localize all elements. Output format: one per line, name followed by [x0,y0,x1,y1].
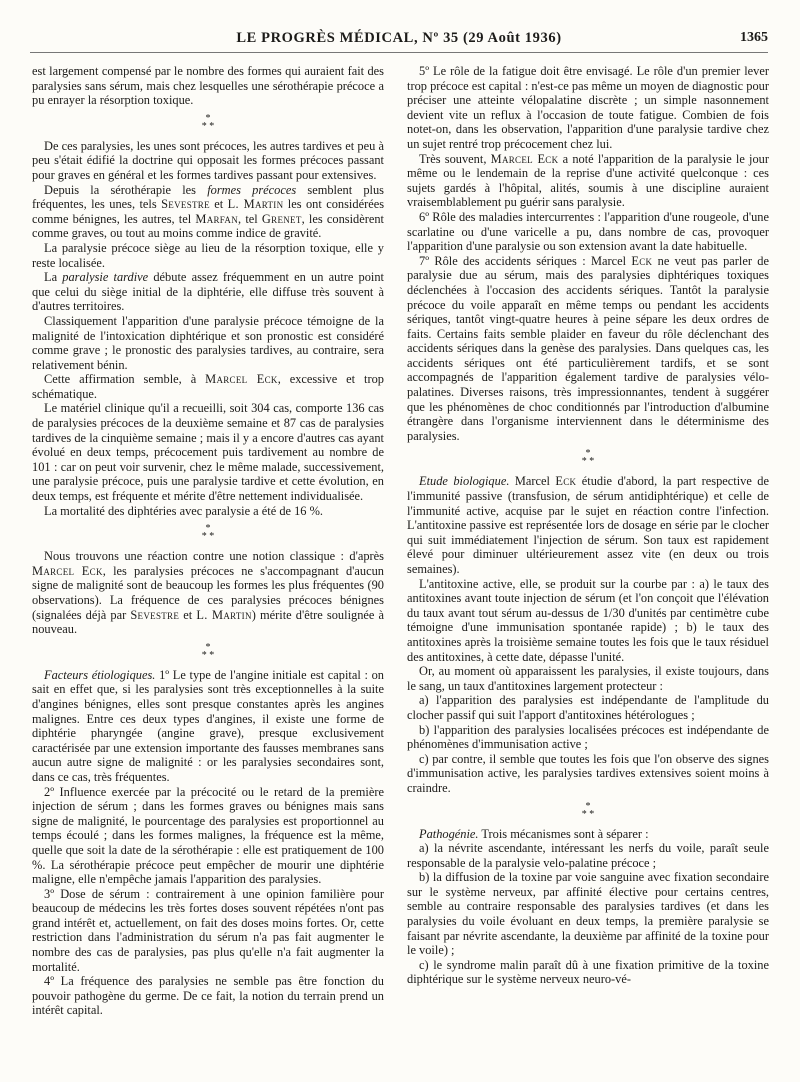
paragraph: Facteurs étiologiques. 1º Le type de l'angine initiale est capital : on sait en effet que, si les paralysies sont très exceptionnelles à la suite d'angines bénignes, elles sont presque constantes après les angines malignes. Entre ces deux types d'angines, il existe une forme de diphtérie pharyngée (angine grave), presque exclusivement caractérisée par une extension importante des fausses membranes sans aucun autre signe de malignité : or les paralysies secondaires sont, dans ce cas, très fréquentes. [32,667,384,784]
right-column [407,64,769,1074]
paragraph: La mortalité des diphtéries avec paralysie a été de 16 %. [44,503,324,518]
author-name: L. Martin [196,607,252,622]
section-heading: Facteurs étiologiques. [44,667,156,682]
page-number: 1365 [740,30,768,45]
author-name: Marfan [195,211,239,226]
section-separator: * * * [201,523,215,543]
paragraph: est largement compensé par le nombre des formes qui auraient fait des paralysies sans sérum, mais chez lesquelles une sérothérapie précoce a pu enrayer la résorption toxique. [32,64,384,108]
author-name: Marcel Eck [490,151,559,166]
paragraph: Pathogénie. Trois mécanismes sont à séparer : [419,826,649,841]
section-separator: * * * [201,112,215,132]
left-column [32,64,384,1074]
running-header [30,26,768,53]
paragraph: Or, au moment où apparaissent les paralysies, il existe toujours, dans le sang, un taux d'antitoxines largement protecteur : [407,664,769,693]
section-separator: * * * [581,448,595,468]
paragraph: 4º La fréquence des paralysies ne semble pas être fonction du pouvoir pathogène du germe. De ce fait, la notion du terrain prend un intérêt capital. [32,974,384,1018]
author-name: L. Martin [227,197,284,212]
section-separator: * * * [201,641,215,661]
section-heading: Pathogénie. [419,826,479,841]
author-name: Grenet [261,211,302,226]
paragraph: a) l'apparition des paralysies est indépendante de l'amplitude du clocher passif qui suit l'apport d'antitoxines hétérologues ; [407,693,769,722]
paragraph: Nous trouvons une réaction contre une notion classique : d'après Marcel Eck, les paralysies précoces ne s'accompagnant d'aucun signe de malignité sont de beaucoup les formes les plus fréquentes (90 observations). La fréquence de ces paralysies précoces bénignes (signalées déjà par Sevestre et L. Martin) mérite d'être soulignée à nouveau. [32,549,384,637]
paragraph: 6º Rôle des maladies intercurrentes : l'apparition d'une rougeole, d'une scarlatine ou d'une varicelle a pu, dans nombre de cas, provoquer l'apparition d'une paralysie ou son extension avant la date habituelle. [407,209,769,254]
author-name: Eck [555,474,577,489]
paragraph: Cette affirmation semble, à Marcel Eck, excessive et trop schématique. [32,372,384,401]
section-separator: * * * [581,800,595,820]
paragraph: 7º Rôle des accidents sériques : Marcel Eck ne veut pas parler de paralysie due au sérum, mais des paralysies diphtériques toxiques déclenchées à l'occasion des accidents sériques. Tantôt la paralysie précoce du voile apparaît en même temps ou pendant les accidents sériques, tantôt vingt-quatre heures à peine sépare les deux ordres de faits. Certains faits semble plaider en faveur du rôle déclenchant des accidents sériques dans la genèse des paralysies. Dans quelques cas, les accidents sériques ont été particulièrement tardifs, et se sont accompagnés de l'apparition également tardive de paralysies vélo-palatines. Diverses raisons, très impressionnantes, tendent à suggérer que les phénomènes de choc conditionnés par l'introduction d'albumine étrangère dans l'organisme interviennent dans le déterminisme des paralysies. [407,253,769,443]
paragraph: Très souvent, Marcel Eck a noté l'apparition de la paralysie le jour même ou le lendemain de la reprise d'une activité quelconque : ces sujets gardés à l'hôpital, alités, soumis à une discipline auraient vraisemblablement pu guérir sans paralysie. [407,151,769,210]
paragraph: La paralysie précoce siège au lieu de la résorption toxique, elle y reste localisée. [32,240,384,270]
author-name: Marcel Eck [32,563,103,578]
paragraph: Depuis la sérothérapie les formes précoces semblent plus fréquentes, les unes, tels Sevestre et L. Martin les ont considérées comme bénignes, les autres, tel Marfan, tel Grenet, les considèrent comme graves, ou tout au moins comme indice de gravité. [32,182,384,241]
author-name: Sevestre [161,197,210,212]
journal-title: LE PROGRÈS MÉDICAL, Nº 35 (29 Août 1936) [236,30,562,46]
paragraph: Le matériel clinique qu'il a recueilli, soit 304 cas, comporte 136 cas de paralysies précoces de la deuxième semaine et 87 cas de paralysies tardives de la cinquième semaine ; mais il y a encore d'autres cas ayant évolué en deux temps, précocement puis tardivement au nombre de 101 : car on peut voir survenir, chez le même malade, successivement, une paralysie précoce, puis une paralysie tardive et cette évolution, en deux temps, est fréquente et mérite d'être nettement individualisée. [32,401,384,504]
paragraph: b) l'apparition des paralysies localisées précoces est indépendante de phénomènes d'immunisation active ; [407,722,769,752]
paragraph: a) la névrite ascendante, intéressant les nerfs du voile, paraît seule responsable de la paralysie velo-palatine précoce ; [407,841,769,870]
paragraph: 2º Influence exercée par la précocité ou le retard de la première injection de sérum ; dans les formes graves ou bénignes mais sans signe de malignité, le pourcentage des paralysies est proportionnel au temps écoulé ; dans les formes malignes, la fréquence est la même, quelle que soit la date de la sérothérapie : elle est pratiquement de 100 %. La sérothérapie précoce peut empêcher de mourir une diphtérie maligne, elle n'empêche jamais l'apparition des paralysies. [32,784,384,887]
section-heading: Etude biologique. [419,474,510,489]
paragraph: 5º Le rôle de la fatigue doit être envisagé. Le rôle d'un premier lever trop précoce est capital : n'est-ce pas même un moyen de diagnostic pour préciser une atteinte vélopalatine discrète ; un simple nasonnement devient vite un reflux à l'occasion de toute fatigue. Combien de fois notet-on, dans les observation, l'apparition d'une paralysie tardive chez un sujet rentré trop précocement chez lui. [407,64,769,151]
paragraph: c) le syndrome malin paraît dû à une fixation primitive de la toxine diphtérique sur le système nerveux neuro-vé- [407,957,769,987]
paragraph: La paralysie tardive débute assez fréquemment en un autre point que celui du siège initial de la diphtérie, elle diffuse très souvent à d'autres territoires. [32,270,384,314]
author-name: Sevestre [130,607,180,622]
author-name: Marcel Eck [205,372,278,387]
paragraph: Classiquement l'apparition d'une paralysie précoce témoigne de la malignité de l'intoxication diphtérique et son pronostic est considéré comme grave ; le pronostic des paralysies tardives, au contraire, sera relativement bénin. [32,313,384,372]
paragraph: b) la diffusion de la toxine par voie sanguine avec fixation secondaire sur le système nerveux, par affinité élective pour certains centres, semble au contraire responsable des paralysies tardives (et dans les paralysies du voile évoluant en deux temps, la première paralysie se faisant par névrite ascendante, la deuxième par affinité de la toxine pour le voile) ; [407,870,769,958]
paragraph: c) par contre, il semble que toutes les fois que l'on observe des signes d'immunisation active, les paralysies tardives extensives soient moins à craindre. [407,751,769,795]
paragraph: L'antitoxine active, elle, se produit sur la courbe par : a) le taux des antitoxines avant toute injection de sérum (et l'on conçoit que l'élévation du taux avant tout sérum au-dessus de 1/30 d'unités par centimètre cube témoigne d'une immunisation spontanée rapide) ; b) le taux des antitoxines après la troisième semaine toutes les fois que le taux résiduel des antitoxines, à cette date, dépasse l'unité. [407,576,769,664]
paragraph: De ces paralysies, les unes sont précoces, les autres tardives et peu à peu s'était édifié la doctrine qui opposait les formes précoces passant pour graves en général et les formes tardives passant pour extensives. [32,138,384,182]
author-name: Eck [631,253,653,268]
paragraph: Etude biologique. Marcel Eck étudie d'abord, la part respective de l'immunité passive (transfusion, de sérum antidiphtérique) et celle de l'immunité active, acquise par le sujet en réaction contre l'infection. L'antitoxine passive est représentée lors de dosage en série par le clocher qui suit immédiatement l'injection de sérum. Son taux est rapidement élevé pour diminuer ultérieurement assez vite (en deux ou trois semaines). [407,474,769,576]
paragraph: 3º Dose de sérum : contrairement à une opinion familière pour beaucoup de médecins les très fortes doses souvent répétées n'ont pas grand intérêt et, actuellement, on fait des doses moins fortes. Or, cette restriction dans l'administration du sérum n'a pas fait augmenter le nombre des cas de paralysies, pas plus qu'elle n'a fait augmenter la mortalité. [32,886,384,974]
